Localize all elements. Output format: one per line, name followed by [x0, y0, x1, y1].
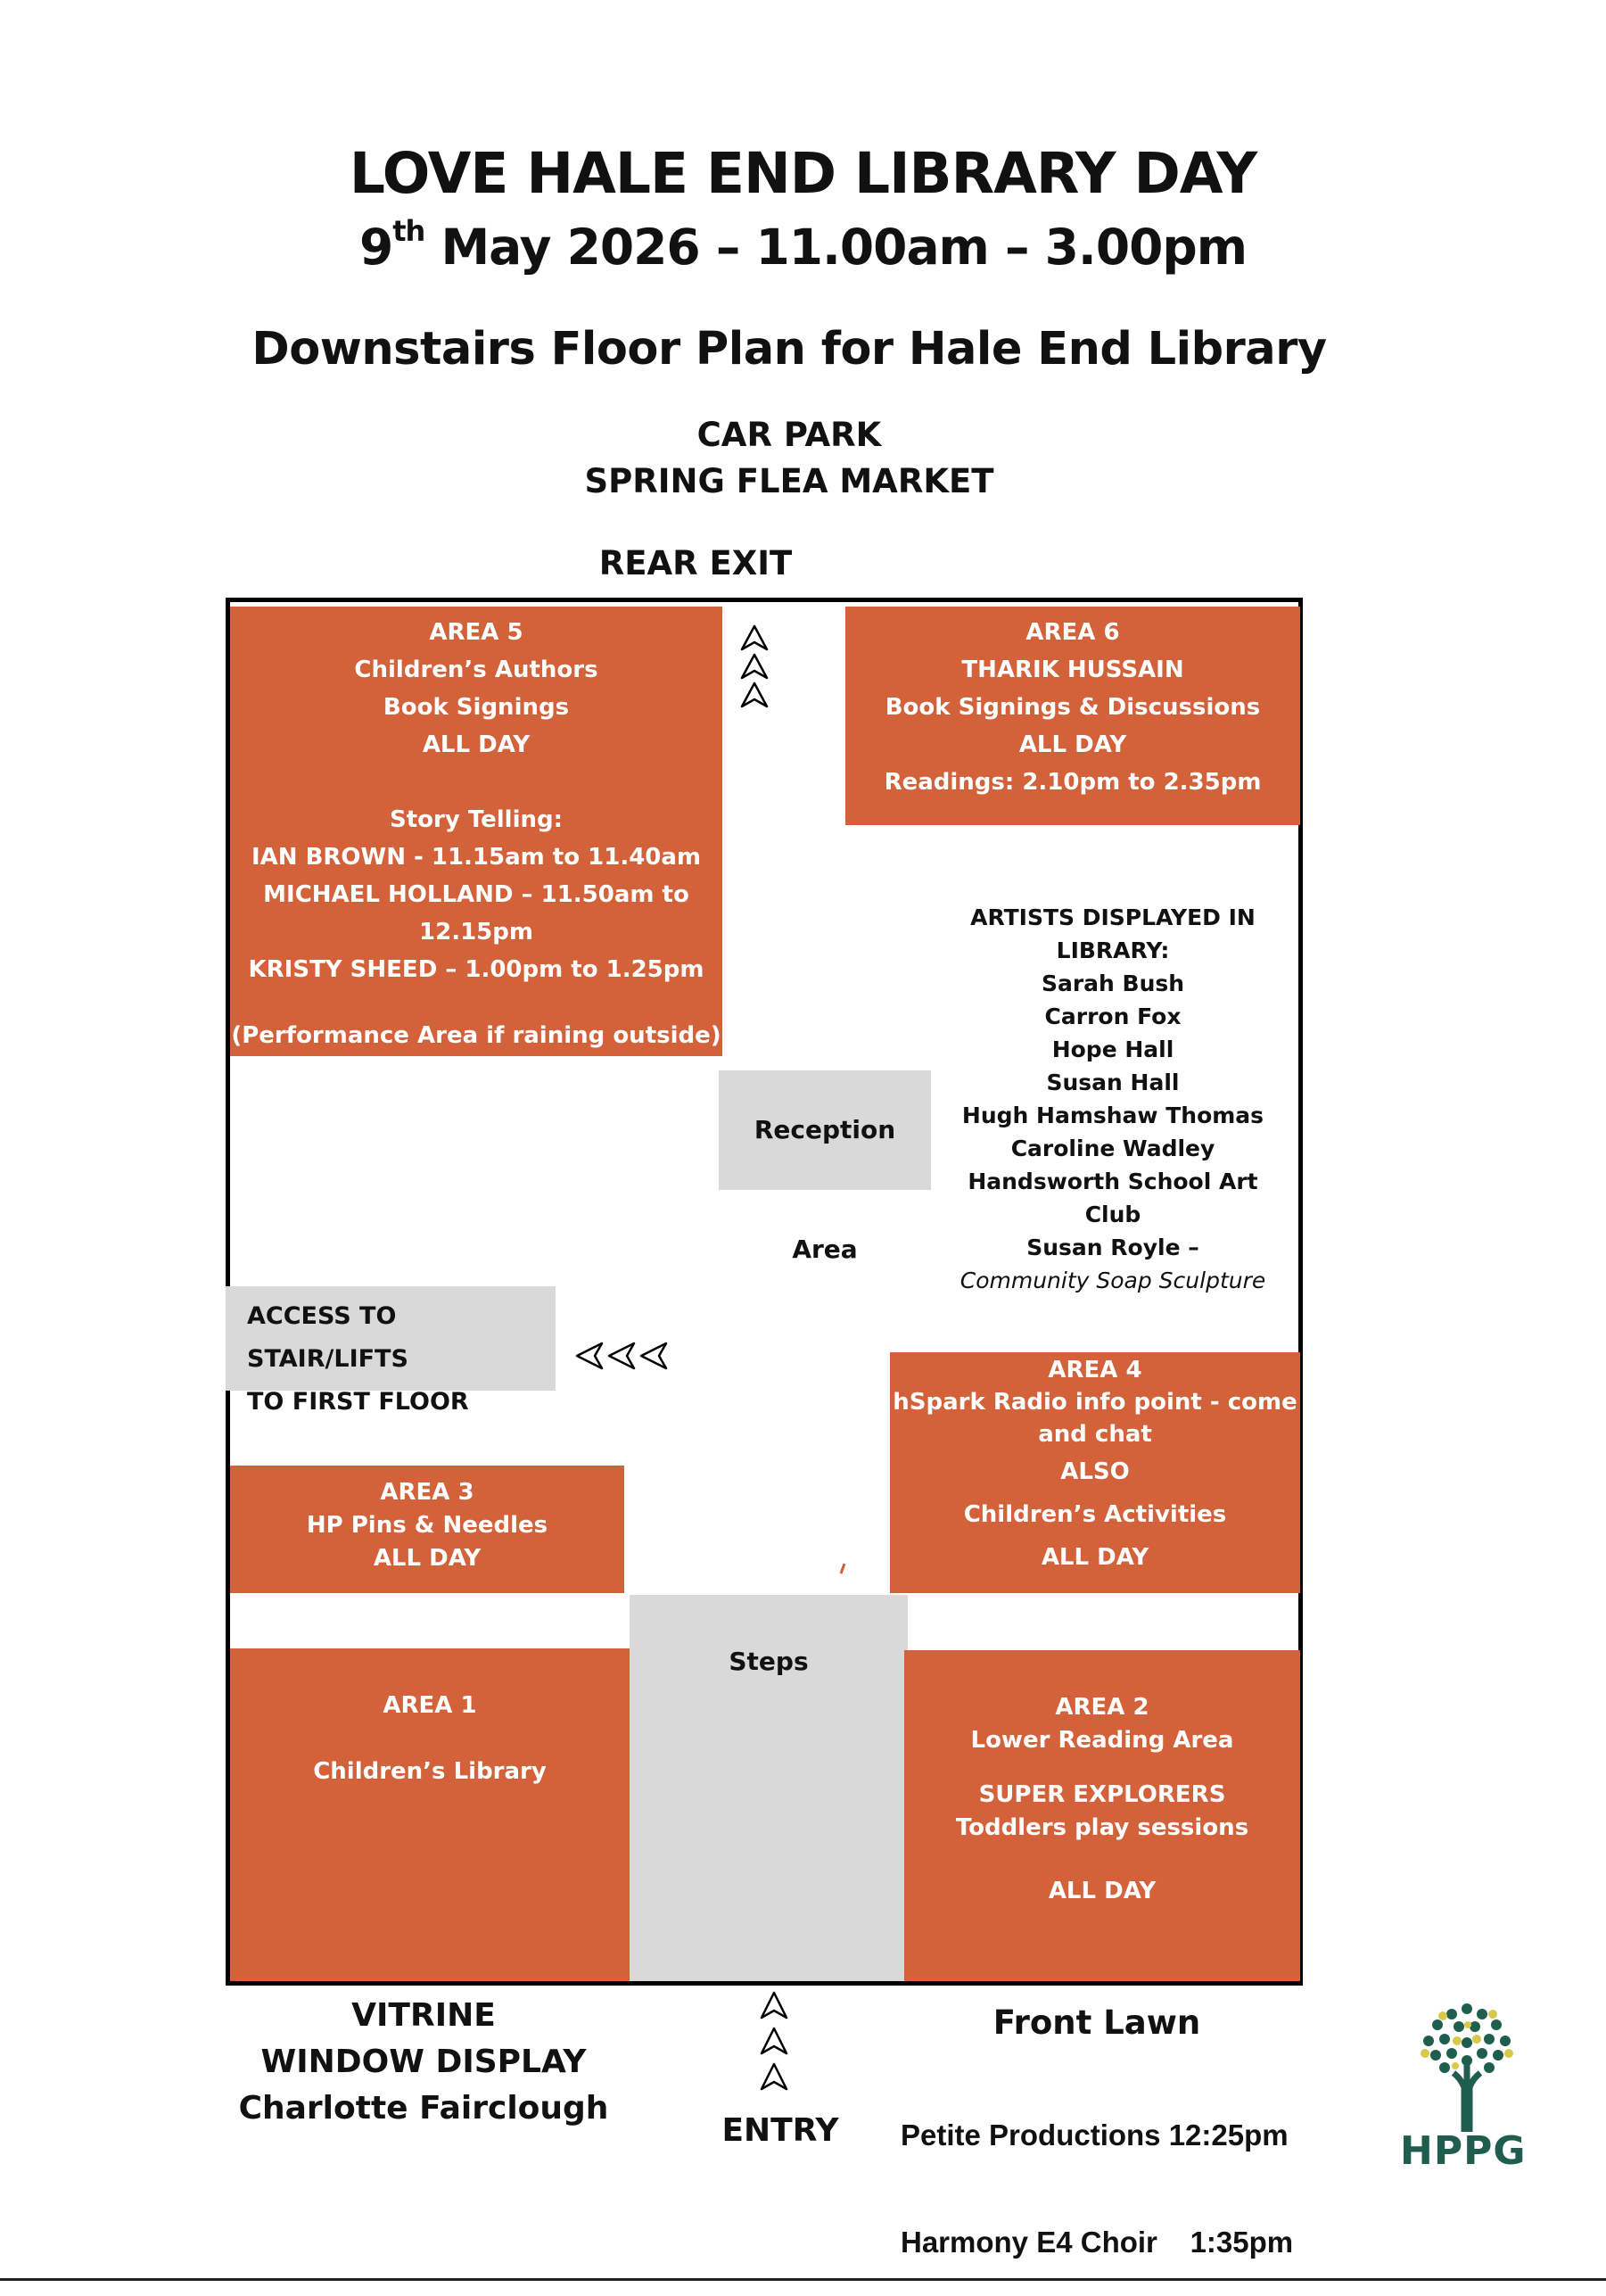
area-5-note: (Performance Area if raining outside): [231, 1022, 721, 1049]
area-6: [845, 607, 1300, 825]
area-4-line: ALSO: [1060, 1458, 1130, 1485]
artist-name: Caroline Wadley: [1010, 1136, 1215, 1161]
area-2-line: Toddlers play sessions: [955, 1814, 1249, 1841]
artists-heading: ARTISTS DISPLAYED IN: [970, 904, 1256, 930]
small-mark-icon: [838, 1563, 847, 1575]
lawn-slot: Petite Productions 12:25pm: [901, 2118, 1289, 2151]
area-2-line: ALL DAY: [1048, 1878, 1157, 1904]
area-1-line: Children’s Library: [313, 1758, 547, 1785]
area-6-line: ALL DAY: [1018, 731, 1127, 758]
area-4-heading: AREA 4: [1048, 1357, 1142, 1383]
artist-name: Susan Royle –: [1026, 1235, 1199, 1260]
front-lawn-schedule: [901, 2046, 1293, 2296]
front-lawn-heading: Front Lawn: [992, 2003, 1201, 2042]
rear-exit-label: REAR EXIT: [598, 544, 793, 582]
page-subtitle: Downstairs Floor Plan for Hale End Library: [251, 323, 1327, 376]
story-slot: IAN BROWN - 11.15am to 11.40am: [251, 844, 702, 871]
area-5-line: Book Signings: [383, 694, 570, 721]
hppg-tree-logo-icon: [1418, 1998, 1516, 2132]
event-date: [0, 214, 1606, 276]
entry-arrows-icon: [758, 1989, 790, 2096]
area-3: [230, 1466, 624, 1593]
artist-name: Handsworth School Art Club: [968, 1169, 1258, 1227]
area-4-line: hSpark Radio info point - come: [893, 1389, 1297, 1416]
entry-label: ENTRY: [721, 2112, 839, 2149]
access-line: TO FIRST FLOOR: [247, 1388, 469, 1416]
artists-heading: LIBRARY:: [1056, 937, 1170, 963]
area-3-heading: AREA 3: [380, 1479, 474, 1506]
flea-market-label: SPRING FLEA MARKET: [584, 462, 994, 500]
area-3-line: HP Pins & Needles: [306, 1512, 548, 1539]
bottom-rule: [0, 2278, 1606, 2281]
area-4-line: and chat: [1038, 1421, 1152, 1448]
area-6-line: Book Signings & Discussions: [885, 694, 1261, 721]
area-3-line: ALL DAY: [373, 1545, 482, 1572]
date-suffix: th: [392, 214, 425, 248]
date-day: 9: [358, 219, 393, 276]
access-arrows-icon: [575, 1338, 673, 1374]
date-rest: May 2026 – 11.00am – 3.00pm: [424, 219, 1248, 276]
story-slot: KRISTY SHEED – 1.00pm to 1.25pm: [248, 956, 704, 983]
area-5-line: ALL DAY: [422, 731, 531, 758]
hppg-logo-text: HPPG: [1400, 2128, 1527, 2174]
story-slot: MICHAEL HOLLAND – 11.50am to 12.15pm: [263, 881, 689, 946]
vitrine-line: VITRINE: [351, 1997, 496, 2034]
area-2-line: Lower Reading Area: [970, 1727, 1234, 1754]
artists-list: [936, 901, 1289, 1297]
area-1-heading: AREA 1: [383, 1692, 477, 1719]
artist-name: Sarah Bush: [1041, 970, 1185, 996]
area-2-heading: AREA 2: [1055, 1694, 1149, 1721]
area-5-heading: AREA 5: [429, 619, 523, 646]
area-1: [230, 1648, 630, 1981]
story-telling-heading: Story Telling:: [389, 806, 563, 833]
stairs-lift-access: [226, 1286, 556, 1416]
car-park-label: CAR PARK: [696, 416, 882, 454]
area-5: [230, 607, 722, 1056]
rear-exit-arrows-icon: [738, 624, 770, 712]
area-5-line: Children’s Authors: [354, 657, 598, 683]
page-title: LOVE HALE END LIBRARY DAY: [349, 141, 1257, 206]
artist-name: Hope Hall: [1051, 1037, 1174, 1062]
access-line: ACCESS TO STAIR/LIFTS: [247, 1302, 408, 1373]
vitrine-line: Charlotte Fairclough: [238, 2090, 609, 2127]
area-2: [904, 1650, 1300, 1981]
vitrine-line: WINDOW DISPLAY: [260, 2044, 587, 2080]
area-6-line: Readings: 2.10pm to 2.35pm: [884, 769, 1262, 796]
vitrine-window-display: [223, 1993, 624, 2132]
area-4: [890, 1352, 1300, 1593]
artist-name: Hugh Hamshaw Thomas: [961, 1103, 1264, 1128]
artist-note: Community Soap Sculpture: [959, 1268, 1266, 1293]
lawn-slot: Harmony E4 Choir 1:35pm: [901, 2226, 1294, 2259]
area-2-line: SUPER EXPLORERS: [978, 1781, 1226, 1808]
entrance-steps: Steps: [630, 1595, 908, 1981]
artist-name: Susan Hall: [1046, 1070, 1180, 1095]
area-4-line: Children’s Activities: [963, 1501, 1227, 1528]
artist-name: Carron Fox: [1044, 1003, 1182, 1029]
area-6-line: THARIK HUSSAIN: [961, 657, 1184, 683]
reception-area: Reception Area: [719, 1070, 931, 1190]
area-6-heading: AREA 6: [1025, 619, 1120, 646]
area-4-line: ALL DAY: [1041, 1544, 1149, 1571]
